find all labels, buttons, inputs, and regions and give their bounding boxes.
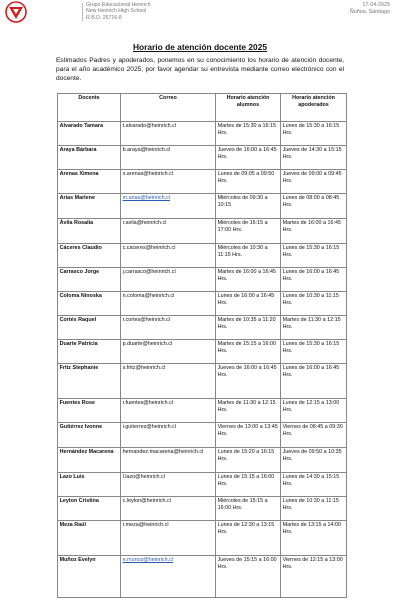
- column-header-docente: Docente: [58, 94, 121, 122]
- email-text: r.meza@heinrich.cl: [122, 522, 169, 528]
- email-cell: [121, 521, 216, 556]
- table-row: [58, 170, 347, 194]
- parent-hours-cell: [281, 268, 347, 292]
- student-hours-cell: [216, 364, 281, 399]
- email-cell: [121, 146, 216, 170]
- parent-hours-cell: [281, 340, 347, 364]
- table-row: [58, 268, 347, 292]
- email-cell: [121, 423, 216, 448]
- student-hours-cell: [216, 122, 281, 146]
- parent-hours-cell: [281, 219, 347, 244]
- cell-text: Gutiérrez Ivonne: [59, 424, 103, 430]
- header-divider: [82, 3, 83, 21]
- parent-hours-cell: [281, 194, 347, 219]
- student-hours-cell: [216, 170, 281, 194]
- cell-text: Cortés Raquel: [59, 317, 97, 323]
- student-hours-cell: [216, 219, 281, 244]
- table-row: [58, 497, 347, 521]
- email-text: j.carrasco@heinrich.cl: [122, 269, 176, 275]
- cell-text: Lunes de 08:00 a 08:45 Hrs.: [282, 195, 340, 208]
- table-row: [58, 364, 347, 399]
- column-header-alumnos: Horario atención alumnos: [216, 94, 281, 122]
- cell-text: Arias Marlene: [59, 195, 95, 201]
- table-row: [58, 448, 347, 473]
- table-row: [58, 292, 347, 316]
- student-hours-cell: [216, 268, 281, 292]
- email-cell: [121, 340, 216, 364]
- cell-text: Cáceres Claudio: [59, 245, 102, 251]
- school-line: Grupo Educacional Heinrich: [86, 2, 151, 8]
- email-text: b.araya@heinrich.cl: [122, 147, 171, 153]
- table-row: [58, 556, 347, 598]
- cell-text: Jueves de 14:30 a 15:15 Hrs.: [282, 147, 342, 160]
- email-cell: [121, 268, 216, 292]
- parent-hours-cell: [281, 497, 347, 521]
- cell-text: Lunes de 10:30 a 11:15 Hrs.: [282, 293, 339, 306]
- parent-hours-cell: [281, 521, 347, 556]
- email-cell: [121, 399, 216, 423]
- cell-text: Lunes de 15:15 a 16:00 Hrs.: [217, 474, 275, 487]
- table-row: [58, 399, 347, 423]
- email-text: r.cortes@heinrich.cl: [122, 317, 171, 323]
- email-text: p.duarte@heinrich.cl: [122, 341, 173, 347]
- cell-text: Miércoles de 09:30 a 10:15: [217, 195, 268, 208]
- parent-hours-cell: [281, 316, 347, 340]
- parent-hours-cell: [281, 170, 347, 194]
- cell-text: Lunes de 09:05 a 09:50 Hrs.: [217, 171, 275, 184]
- email-text: c.caceres@heinrich.cl: [122, 245, 176, 251]
- parent-hours-cell: [281, 399, 347, 423]
- cell-text: Fuentes Rose: [59, 400, 95, 406]
- cell-text: Martes de 13:15 a 14:00 Hrs.: [282, 522, 342, 535]
- cell-text: Muñoz Evelyn: [59, 557, 96, 563]
- teacher-name-cell: [58, 316, 121, 340]
- email-text: s.fritz@heinrich.cl: [122, 365, 166, 371]
- student-hours-cell: [216, 244, 281, 268]
- parent-hours-cell: [281, 364, 347, 399]
- table-header-row: [58, 94, 347, 122]
- table-row: [58, 146, 347, 170]
- email-cell: [121, 316, 216, 340]
- email-cell: [121, 292, 216, 316]
- table-row: [58, 122, 347, 146]
- parent-hours-cell: [281, 146, 347, 170]
- teacher-name-cell: [58, 194, 121, 219]
- table-row: [58, 219, 347, 244]
- email-text: hernandez.macarena@heinrich.cl: [122, 449, 204, 455]
- cell-text: Lunes de 16:00 a 16:45 Hrs.: [217, 293, 275, 306]
- email-text: l.lazo@heinrich.cl: [122, 474, 165, 480]
- cell-text: Martes de 15:15 a 16:00 Hrs.: [217, 341, 277, 354]
- cell-text: Lunes de 15:30 a 16:15 Hrs.: [282, 245, 340, 258]
- cell-text: Miércoles de 16:15 a 17:00 Hrs.: [217, 220, 268, 233]
- cell-text: Arenas Ximena: [59, 171, 99, 177]
- cell-text: Lunes de 16:00 a 16:45 Hrs.: [282, 269, 340, 282]
- cell-text: Martes de 16:00 a 16:45 Hrs.: [217, 269, 277, 282]
- table-row: [58, 244, 347, 268]
- teacher-name-cell: [58, 423, 121, 448]
- cell-text: Duarte Patricia: [59, 341, 98, 347]
- teacher-name-cell: [58, 556, 121, 598]
- parent-hours-cell: [281, 473, 347, 497]
- email-cell: [121, 170, 216, 194]
- student-hours-cell: [216, 497, 281, 521]
- parent-hours-cell: [281, 423, 347, 448]
- cell-text: Jueves de 16:00 a 16:45 Hrs.: [217, 365, 277, 378]
- student-hours-cell: [216, 292, 281, 316]
- teacher-name-cell: [58, 292, 121, 316]
- teacher-name-cell: [58, 170, 121, 194]
- cell-text: Ávila Rosalía: [59, 220, 94, 226]
- parent-hours-cell: [281, 244, 347, 268]
- cell-text: Carrasco Jorge: [59, 269, 100, 275]
- email-cell: [121, 122, 216, 146]
- cell-text: Jueves de 16:00 a 16:45 Hrs.: [217, 147, 277, 160]
- cell-text: Araya Bárbara: [59, 147, 97, 153]
- cell-text: Lunes de 10:30 a 11:15 Hrs.: [282, 498, 339, 511]
- email-cell: [121, 448, 216, 473]
- email-cell: [121, 244, 216, 268]
- teacher-name-cell: [58, 448, 121, 473]
- cell-text: Viernes de 08:45 a 09:30 Hrs.: [282, 424, 343, 437]
- school-info: [86, 2, 151, 21]
- email-text: n.coloma@heinrich.cl: [122, 293, 175, 299]
- email-cell: [121, 364, 216, 399]
- teacher-name-cell: [58, 521, 121, 556]
- cell-text: Viernes de 12:15 a 13:00 Hrs.: [282, 557, 343, 570]
- table-row: [58, 521, 347, 556]
- email-cell[interactable]: [121, 556, 216, 598]
- teacher-name-cell: [58, 122, 121, 146]
- student-hours-cell: [216, 423, 281, 448]
- school-line: R.B.D. 25716-8: [86, 14, 122, 21]
- table-row: [58, 316, 347, 340]
- email-text: r.avila@heinrich.cl: [122, 220, 167, 226]
- table-row: [58, 423, 347, 448]
- cell-text: Alvarado Tamara: [59, 123, 103, 129]
- parent-hours-cell: [281, 122, 347, 146]
- parent-hours-cell: [281, 292, 347, 316]
- cell-text: Jueves de 09:00 a 09:45 Hrs.: [282, 171, 342, 184]
- cell-text: Meza Raúl: [59, 522, 86, 528]
- teacher-name-cell: [58, 146, 121, 170]
- teacher-name-cell: [58, 244, 121, 268]
- cell-text: Lunes de 15:20 a 16:15 Hrs.: [217, 449, 275, 462]
- cell-text: Martes de 15:30 a 16:15 Hrs.: [217, 123, 277, 136]
- email-text: t.alvarado@heinrich.cl: [122, 123, 177, 129]
- column-header-correo: Correo: [121, 94, 216, 122]
- cell-text: Lunes de 15:30 a 16:15 Hrs.: [282, 123, 340, 136]
- student-hours-cell: [216, 146, 281, 170]
- student-hours-cell: [216, 556, 281, 598]
- student-hours-cell: [216, 340, 281, 364]
- intro-paragraph: Estimados Padres y apoderados, ponemos en su conocimiento los horario de atención docente, para el año académico 2025; por favor agendar su entrevista mediante correo electrónico con el docente.: [56, 57, 344, 82]
- teacher-name-cell: [58, 497, 121, 521]
- cell-text: Martes de 11:30 a 12:15 Hrs.: [217, 400, 276, 413]
- table-row: [58, 194, 347, 219]
- cell-text: Leyton Cristina: [59, 498, 99, 504]
- document-date: 17-04-2025: [362, 2, 390, 8]
- cell-text: Coloma Ninoska: [59, 293, 102, 299]
- cell-text: Miércoles de 15:15 a 16:00 Hrs.: [217, 498, 268, 511]
- email-cell[interactable]: [121, 194, 216, 219]
- email-cell: [121, 219, 216, 244]
- table-row: [58, 340, 347, 364]
- page-title: Horario de atención docente 2025: [132, 42, 268, 52]
- cell-text: Martes de 16:00 a 16:45 Hrs.: [282, 220, 342, 233]
- teacher-name-cell: [58, 219, 121, 244]
- email-text: r.fuentes@heinrich.cl: [122, 400, 174, 406]
- cell-text: Lunes de 12:15 a 13:00 Hrs.: [282, 400, 340, 413]
- header-date-location: [350, 2, 390, 16]
- schedule-table: [57, 93, 347, 598]
- table-row: [58, 473, 347, 497]
- cell-text: Martes de 11:30 a 12:15 Hrs.: [282, 317, 341, 330]
- school-logo-icon: [4, 1, 28, 23]
- email-text[interactable]: m.arias@heinrich.cl: [122, 195, 171, 201]
- email-cell: [121, 473, 216, 497]
- teacher-name-cell: [58, 473, 121, 497]
- teacher-name-cell: [58, 364, 121, 399]
- email-text: i.gutierrez@heinrich.cl: [122, 424, 177, 430]
- student-hours-cell: [216, 448, 281, 473]
- document-header: [0, 0, 400, 26]
- email-text[interactable]: e.munoz@heinrich.cl: [122, 557, 174, 563]
- cell-text: Lunes de 16:00 a 16:45 Hrs.: [282, 365, 340, 378]
- parent-hours-cell: [281, 448, 347, 473]
- cell-text: Hernández Macarena: [59, 449, 114, 455]
- student-hours-cell: [216, 194, 281, 219]
- student-hours-cell: [216, 399, 281, 423]
- cell-text: Jueves de 15:15 a 16:00 Hrs.: [217, 557, 277, 570]
- teacher-name-cell: [58, 268, 121, 292]
- cell-text: Lunes de 15:30 a 16:15 Hrs.: [282, 341, 340, 354]
- teacher-name-cell: [58, 399, 121, 423]
- student-hours-cell: [216, 316, 281, 340]
- cell-text: Viernes de 13:00 a 13:45 Hrs.: [217, 424, 278, 437]
- document-location: Ñuñoa, Santiago: [349, 9, 390, 15]
- cell-text: Lunes de 12:30 a 13:15 Hrs.: [217, 522, 275, 535]
- cell-text: Lunes de 14:30 a 15:15 Hrs.: [282, 474, 340, 487]
- email-text: c.leyton@heinrich.cl: [122, 498, 171, 504]
- parent-hours-cell: [281, 556, 347, 598]
- cell-text: Fritz Stephanie: [59, 365, 99, 371]
- cell-text: Miércoles de 10:30 a 11:15 Hrs.: [217, 245, 268, 258]
- school-line: New Heinrich High School: [86, 8, 147, 15]
- email-cell: [121, 497, 216, 521]
- student-hours-cell: [216, 473, 281, 497]
- teacher-name-cell: [58, 340, 121, 364]
- email-text: x.arenas@heinrich.cl: [122, 171, 174, 177]
- cell-text: Lazo Luis: [59, 474, 85, 480]
- student-hours-cell: [216, 521, 281, 556]
- cell-text: Jueves de 09:50 a 10:35 Hrs.: [282, 449, 342, 462]
- cell-text: Martes de 10:35 a 11:20 Hrs.: [217, 317, 276, 330]
- column-header-apoderados: Horario atención apoderados: [281, 94, 347, 122]
